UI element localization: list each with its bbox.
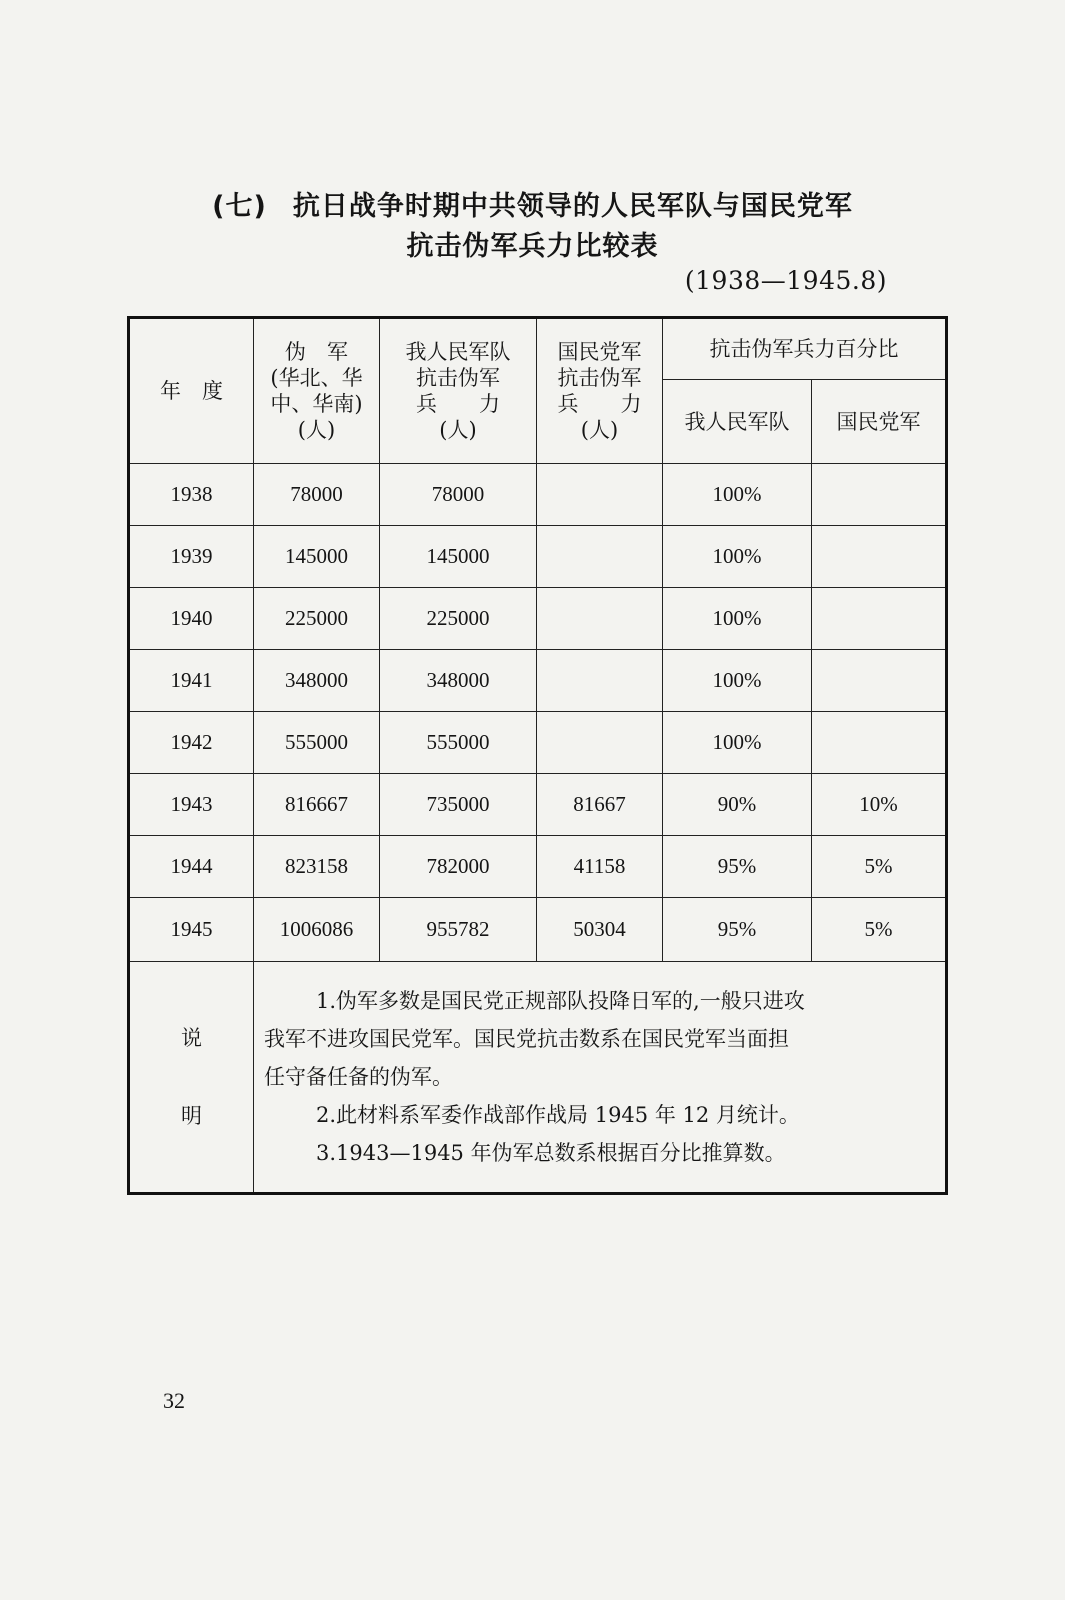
cell-people: 555000 xyxy=(380,712,537,774)
header-row-1 xyxy=(129,318,947,380)
cell-people: 782000 xyxy=(380,836,537,898)
cell-people: 225000 xyxy=(380,588,537,650)
header-kmt-line: 国民党军 xyxy=(557,340,642,364)
cell-kmt xyxy=(537,464,663,526)
cell-puppet: 1006086 xyxy=(254,898,380,962)
cell-year: 1938 xyxy=(129,464,254,526)
header-puppet-line: 中、华南) xyxy=(270,392,363,416)
header-puppet-line: 伪 军 xyxy=(285,340,348,364)
cell-year: 1944 xyxy=(129,836,254,898)
table-row xyxy=(129,650,947,712)
cell-year: 1943 xyxy=(129,774,254,836)
notes-row xyxy=(129,962,947,1194)
cell-puppet: 145000 xyxy=(254,526,380,588)
cell-year: 1945 xyxy=(129,898,254,962)
cell-puppet: 225000 xyxy=(254,588,380,650)
cell-kmt xyxy=(537,650,663,712)
cell-puppet: 816667 xyxy=(254,774,380,836)
note-1-line-2: 我军不进攻国民党军。国民党抗击数系在国民党军当面担 xyxy=(264,1027,789,1051)
header-people-line: 抗击伪军 xyxy=(416,366,500,390)
header-people-army xyxy=(380,318,537,464)
table-row xyxy=(129,464,947,526)
note-2: 2.此材料系军委作战部作战局 1945 年 12 月统计。 xyxy=(316,1103,800,1127)
cell-year: 1939 xyxy=(129,526,254,588)
table-row xyxy=(129,774,947,836)
header-puppet-line: (人) xyxy=(297,418,336,442)
cell-pct-people: 100% xyxy=(663,650,812,712)
cell-kmt: 50304 xyxy=(537,898,663,962)
cell-pct-people: 90% xyxy=(663,774,812,836)
notes-label xyxy=(129,962,254,1194)
cell-pct-people: 100% xyxy=(663,588,812,650)
cell-puppet: 348000 xyxy=(254,650,380,712)
cell-pct-people: 100% xyxy=(663,526,812,588)
cell-year: 1942 xyxy=(129,712,254,774)
cell-kmt xyxy=(537,712,663,774)
cell-puppet: 78000 xyxy=(254,464,380,526)
notes-content xyxy=(254,962,947,1194)
cell-people: 735000 xyxy=(380,774,537,836)
cell-kmt: 41158 xyxy=(537,836,663,898)
header-kmt-line: (人) xyxy=(580,418,619,442)
note-1-line-3: 任守备任备的伪军。 xyxy=(264,1065,453,1089)
cell-year: 1940 xyxy=(129,588,254,650)
header-kmt-army xyxy=(537,318,663,464)
note-3: 3.1943—1945 年伪军总数系根据百分比推算数。 xyxy=(316,1141,786,1165)
header-people-line: 兵 力 xyxy=(416,392,500,416)
cell-puppet: 823158 xyxy=(254,836,380,898)
header-puppet-line: (华北、华 xyxy=(270,366,363,390)
cell-pct-kmt xyxy=(812,588,947,650)
table-row xyxy=(129,526,947,588)
cell-people: 145000 xyxy=(380,526,537,588)
cell-pct-kmt xyxy=(812,650,947,712)
comparison-table xyxy=(127,316,948,1195)
cell-people: 78000 xyxy=(380,464,537,526)
page-number: 32 xyxy=(163,1388,185,1413)
header-percent-people: 我人民军队 xyxy=(663,380,812,464)
cell-pct-kmt: 5% xyxy=(812,898,947,962)
cell-pct-kmt: 10% xyxy=(812,774,947,836)
header-people-line: (人) xyxy=(439,418,477,442)
table-row xyxy=(129,898,947,962)
note-1-line-1: 1.伪军多数是国民党正规部队投降日军的,一般只进攻 xyxy=(316,989,805,1013)
cell-kmt xyxy=(537,526,663,588)
cell-kmt xyxy=(537,588,663,650)
table-row xyxy=(129,712,947,774)
cell-pct-kmt xyxy=(812,526,947,588)
cell-pct-kmt xyxy=(812,464,947,526)
table-number: (七) xyxy=(212,191,267,222)
cell-pct-kmt: 5% xyxy=(812,836,947,898)
cell-pct-kmt xyxy=(812,712,947,774)
cell-pct-people: 95% xyxy=(663,836,812,898)
cell-people: 348000 xyxy=(380,650,537,712)
title-text-line1: 抗日战争时期中共领导的人民军队与国民党军 xyxy=(292,191,853,222)
cell-year: 1941 xyxy=(129,650,254,712)
date-range: (1938—1945.8) xyxy=(684,266,887,295)
table-title-line1 xyxy=(0,184,1065,223)
cell-kmt: 81667 xyxy=(537,774,663,836)
header-kmt-line: 抗击伪军 xyxy=(557,366,642,390)
header-year: 年 度 xyxy=(129,318,254,464)
header-percent-kmt: 国民党军 xyxy=(812,380,947,464)
table-title-line2: 抗击伪军兵力比较表 xyxy=(406,231,659,262)
cell-pct-people: 100% xyxy=(663,712,812,774)
notes-label-top: 说 xyxy=(181,1026,202,1050)
header-puppet-army xyxy=(254,318,380,464)
header-people-line: 我人民军队 xyxy=(405,340,511,364)
header-percent-group: 抗击伪军兵力百分比 xyxy=(663,318,947,380)
notes-label-bottom: 明 xyxy=(181,1104,202,1128)
header-kmt-line: 兵 力 xyxy=(557,392,642,416)
table-row xyxy=(129,588,947,650)
cell-pct-people: 95% xyxy=(663,898,812,962)
table-row xyxy=(129,836,947,898)
cell-puppet: 555000 xyxy=(254,712,380,774)
cell-pct-people: 100% xyxy=(663,464,812,526)
cell-people: 955782 xyxy=(380,898,537,962)
